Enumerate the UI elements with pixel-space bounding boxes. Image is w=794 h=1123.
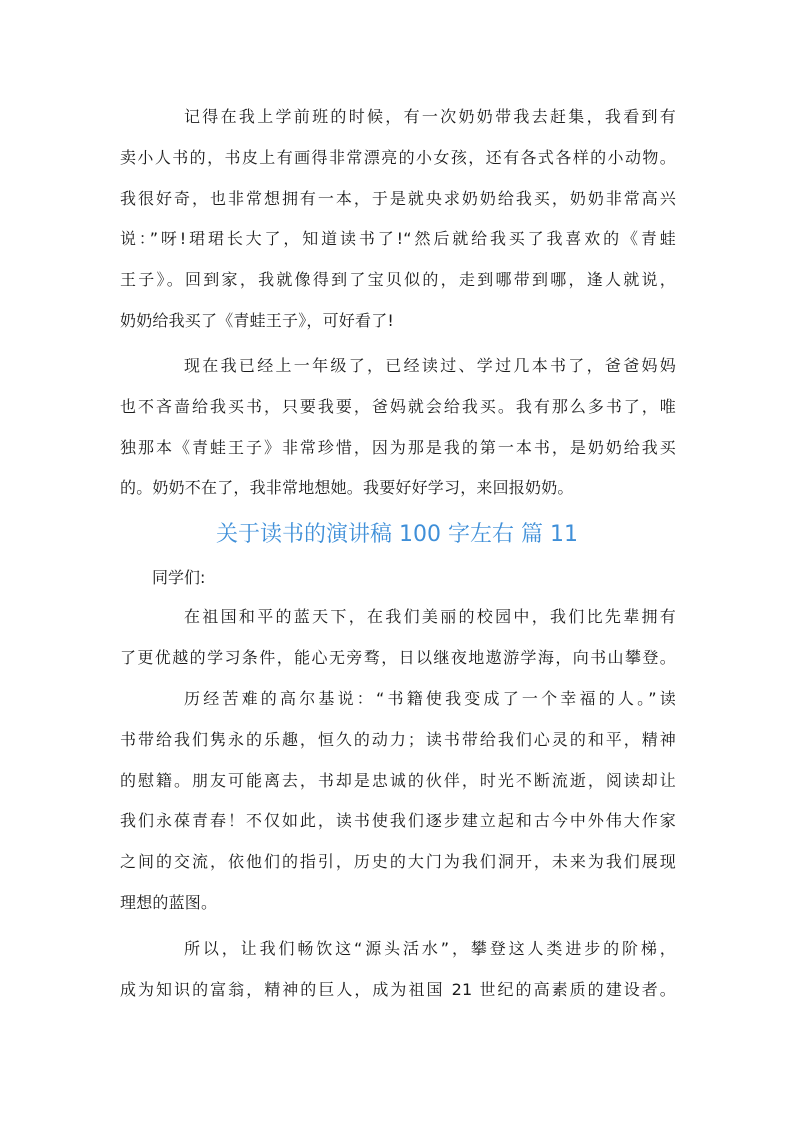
paragraph-line: 理想的蓝图。 [120,892,218,912]
paragraph-line: 说：”呀!珺珺长大了，知道读书了!“然后就给我买了我喜欢的《青蛙 [120,229,676,249]
paragraph-line: 的。奶奶不在了，我非常地想她。我要好好学习，来回报奶奶。 [120,478,574,498]
paragraph-line: 成为知识的富翁，精神的巨人，成为祖国 21 世纪的高素质的建设者。 [120,979,676,999]
paragraph-line: 在祖国和平的蓝天下，在我们美丽的校园中，我们比先辈拥有 [184,607,676,626]
paragraph-line: 了更优越的学习条件，能心无旁骛，日以继夜地遨游学海，向书山攀登。 [120,647,676,667]
paragraph-line: 王子》。回到家，我就像得到了宝贝似的，走到哪带到哪，逢人就说， [120,270,676,290]
paragraph-campus [120,597,676,679]
paragraph-line: 书带给我们隽永的乐趣，恒久的动力；读书带给我们心灵的和平，精神 [120,729,676,749]
paragraph-line: 也不吝啬给我买书，只要我要，爸妈就会给我买。我有那么多书了，唯 [120,396,676,416]
paragraph-grandma-memory [120,97,676,342]
paragraph-line: 我很好奇，也非常想拥有一本，于是就央求奶奶给我买，奶奶非常高兴 [120,188,676,208]
paragraph-line: 的慰籍。朋友可能离去，书却是忠诚的伙伴，时光不断流逝，阅读却让 [120,770,676,790]
salutation: 同学们: [152,568,206,587]
paragraph-line: 卖小人书的，书皮上有画得非常漂亮的小女孩，还有各式各样的小动物。 [120,147,676,167]
paragraph-line: 所以，让我们畅饮这“源头活水”，攀登这人类进步的阶梯， [184,939,676,958]
paragraph-line: 之间的交流，依他们的指引，历史的大门为我们洞开，未来为我们展现 [120,852,676,872]
paragraph-line: 历经苦难的高尔基说：“书籍使我变成了一个幸福的人。”读 [184,689,676,708]
paragraph-line: 我们永葆青春！不仅如此，读书使我们逐步建立起和古今中外伟大作家 [120,811,676,831]
paragraph-first-grade [120,346,676,509]
paragraph-conclusion [120,929,676,1011]
paragraph-line: 独那本《青蛙王子》非常珍惜，因为那是我的第一本书，是奶奶给我买 [120,437,676,457]
paragraph-gorky-quote [120,679,676,924]
paragraph-line: 奶奶给我买了《青蛙王子》，可好看了! [120,310,395,330]
paragraph-line: 记得在我上学前班的时候，有一次奶奶带我去赶集，我看到有 [184,107,676,126]
section-heading: 关于读书的演讲稿 100 字左右 篇 11 [216,522,578,547]
paragraph-line: 现在我已经上一年级了，已经读过、学过几本书了，爸爸妈妈 [184,356,676,375]
